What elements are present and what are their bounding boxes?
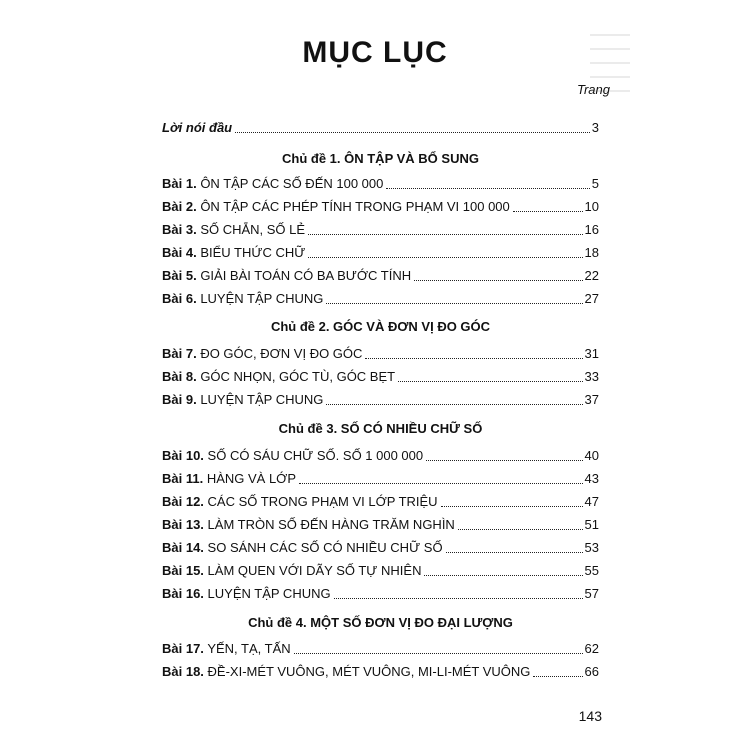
toc-entry-page: 16 — [584, 222, 599, 237]
lesson-title: ÔN TẬP CÁC PHÉP TÍNH TRONG PHẠM VI 100 000 — [200, 199, 510, 214]
toc-entry — [162, 515, 599, 533]
lesson-number: Bài 10. — [162, 448, 204, 463]
toc-entry-page: 5 — [591, 176, 599, 191]
dot-leader — [414, 279, 582, 281]
toc-entry — [162, 266, 599, 284]
lesson-title: ĐO GÓC, ĐƠN VỊ ĐO GÓC — [200, 346, 363, 361]
toc-entry — [162, 220, 599, 238]
toc-entry — [162, 662, 599, 680]
toc-entry-preface — [162, 118, 599, 136]
toc-entry-page: 40 — [584, 448, 599, 463]
lesson-number: Bài 16. — [162, 586, 204, 601]
dot-leader — [424, 574, 582, 576]
lesson-number: Bài 9. — [162, 392, 197, 407]
chapter-heading: Chủ đề 4. MỘT SỐ ĐƠN VỊ ĐO ĐẠI LƯỢNG — [248, 615, 513, 630]
chapter-heading: Chủ đề 3. SỐ CÓ NHIỀU CHỮ SỐ — [278, 421, 483, 436]
lesson-title: SỐ CHẴN, SỐ LẺ — [200, 222, 306, 237]
toc-entry-page: 18 — [584, 245, 599, 260]
toc-entry — [162, 584, 599, 602]
page-number: 143 — [578, 708, 602, 724]
lesson-title: SỐ CÓ SÁU CHỮ SỐ. SỐ 1 000 000 — [207, 448, 424, 463]
toc-entry — [162, 243, 599, 261]
toc-entry-page: 62 — [584, 641, 599, 656]
toc-entry — [162, 174, 599, 192]
dot-leader — [426, 459, 582, 461]
toc-entry — [162, 538, 599, 556]
toc-entry — [162, 446, 599, 464]
toc-entry-page: 66 — [584, 664, 599, 679]
lesson-title: LUYỆN TẬP CHUNG — [200, 392, 324, 407]
lesson-number: Bài 6. — [162, 291, 197, 306]
lesson-number: Bài 18. — [162, 664, 204, 679]
lesson-number: Bài 5. — [162, 268, 197, 283]
lesson-title: BIỂU THỨC CHỮ — [200, 245, 306, 260]
toc-entry-page: 53 — [584, 540, 599, 555]
toc-entry-page: 31 — [584, 346, 599, 361]
dot-leader — [294, 652, 583, 654]
chapter-heading: Chủ đề 2. GÓC VÀ ĐƠN VỊ ĐO GÓC — [270, 319, 491, 334]
toc-entry-page: 27 — [584, 291, 599, 306]
page-title: MỤC LỤC — [302, 36, 448, 69]
lesson-title: ÔN TẬP CÁC SỐ ĐẾN 100 000 — [200, 176, 384, 191]
lesson-number: Bài 15. — [162, 563, 204, 578]
lesson-title: CÁC SỐ TRONG PHẠM VI LỚP TRIỆU — [207, 494, 438, 509]
toc-entry-page: 37 — [584, 392, 599, 407]
toc-entry-page: 51 — [584, 517, 599, 532]
lesson-number: Bài 12. — [162, 494, 204, 509]
toc-entry-label: Lời nói đầu — [162, 120, 233, 135]
toc-entry-page: 47 — [584, 494, 599, 509]
lesson-number: Bài 7. — [162, 346, 197, 361]
dot-leader — [308, 233, 582, 235]
dot-leader — [299, 482, 583, 484]
lesson-number: Bài 14. — [162, 540, 204, 555]
lesson-title: ĐỀ-XI-MÉT VUÔNG, MÉT VUÔNG, MI-LI-MÉT VUÔNG — [207, 664, 531, 679]
dot-leader — [398, 380, 582, 382]
toc-entry — [162, 197, 599, 215]
dot-leader — [365, 357, 582, 359]
dot-leader — [513, 210, 583, 212]
lesson-title: LUYỆN TẬP CHUNG — [200, 291, 324, 306]
toc-entry — [162, 561, 599, 579]
chapter-heading: Chủ đề 1. ÔN TẬP VÀ BỔ SUNG — [282, 151, 479, 166]
lesson-number: Bài 13. — [162, 517, 204, 532]
lesson-title: SO SÁNH CÁC SỐ CÓ NHIỀU CHỮ SỐ — [207, 540, 443, 555]
lesson-title: LÀM QUEN VỚI DÃY SỐ TỰ NHIÊN — [207, 563, 422, 578]
lesson-number: Bài 4. — [162, 245, 197, 260]
lesson-number: Bài 17. — [162, 641, 204, 656]
toc-entry-page: 43 — [584, 471, 599, 486]
lesson-number: Bài 1. — [162, 176, 197, 191]
lesson-title: LÀM TRÒN SỐ ĐẾN HÀNG TRĂM NGHÌN — [207, 517, 455, 532]
page-column-label: Trang — [577, 82, 610, 97]
dot-leader — [458, 528, 583, 530]
lesson-number: Bài 11. — [162, 471, 204, 486]
dot-leader — [308, 256, 582, 258]
dot-leader — [334, 597, 583, 599]
lesson-number: Bài 8. — [162, 369, 197, 384]
lesson-title: LUYỆN TẬP CHUNG — [207, 586, 331, 601]
dot-leader — [326, 403, 582, 405]
toc-entry — [162, 289, 599, 307]
toc-entry-page: 3 — [591, 120, 599, 135]
toc-entry-page: 55 — [584, 563, 599, 578]
toc-entry-page: 10 — [584, 199, 599, 214]
toc-entry — [162, 492, 599, 510]
toc-entry — [162, 469, 599, 487]
dot-leader — [386, 187, 589, 189]
lesson-title: YẾN, TẠ, TẤN — [207, 641, 291, 656]
toc-entry — [162, 390, 599, 408]
dot-leader — [446, 551, 583, 553]
toc-entry-page: 57 — [584, 586, 599, 601]
toc-entry-page: 22 — [584, 268, 599, 283]
lesson-number: Bài 3. — [162, 222, 197, 237]
dot-leader — [235, 131, 590, 133]
lesson-title: HÀNG VÀ LỚP — [206, 471, 296, 486]
dot-leader — [441, 505, 583, 507]
lesson-number: Bài 2. — [162, 199, 197, 214]
toc-entry — [162, 367, 599, 385]
lesson-title: GIẢI BÀI TOÁN CÓ BA BƯỚC TÍNH — [200, 268, 412, 283]
dot-leader — [533, 675, 582, 677]
toc-entry-page: 33 — [584, 369, 599, 384]
toc-entry — [162, 639, 599, 657]
lesson-title: GÓC NHỌN, GÓC TÙ, GÓC BẸT — [200, 369, 396, 384]
dot-leader — [326, 302, 582, 304]
toc-entry — [162, 344, 599, 362]
